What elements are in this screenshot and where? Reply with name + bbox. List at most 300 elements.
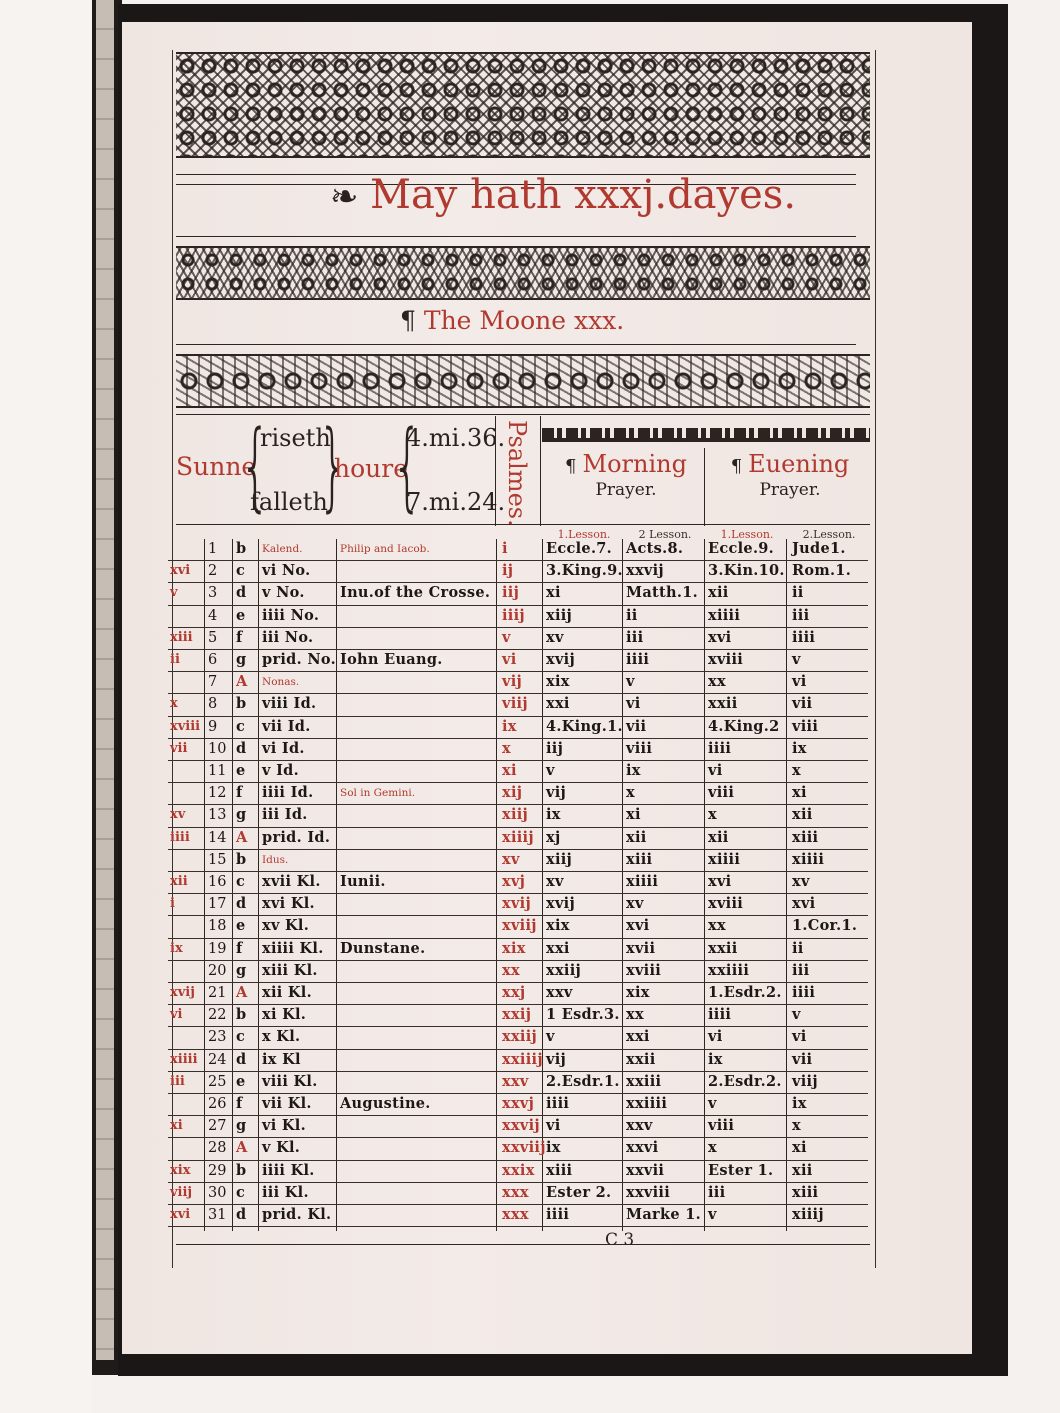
day-number: 28: [208, 1140, 227, 1157]
evening-first-lesson: 2.Esdr.2.: [708, 1072, 782, 1090]
psalm-number: ij: [502, 562, 514, 580]
morning-first-lesson: 2.Esdr.1.: [546, 1072, 620, 1090]
roman-date: iii Id.: [262, 806, 308, 824]
evening-title: [720, 450, 860, 478]
brace-icon: }: [318, 410, 349, 522]
hedera-icon: ❧: [330, 177, 359, 217]
morning-second-lesson: viii: [626, 739, 653, 757]
dominical-letter: A: [236, 673, 248, 691]
evening-second-lesson: Jude1.: [792, 540, 846, 557]
day-number: 9: [208, 718, 218, 735]
morning-second-lesson: xv: [626, 895, 644, 913]
pilcrow-icon: ¶: [730, 456, 743, 477]
chain-ornament: [542, 428, 870, 438]
evening-second-lesson: Rom.1.: [792, 562, 852, 580]
morning-second-lesson: Acts.8.: [626, 540, 684, 557]
scan-background: [0, 0, 92, 1413]
column-rule: [542, 539, 543, 1231]
day-number: 16: [208, 874, 227, 890]
morning-first-lesson: xvij: [546, 895, 576, 913]
header-rule: [176, 524, 870, 525]
evening-first-lesson: iiii: [708, 739, 732, 757]
roman-date: xiiii Kl.: [262, 939, 324, 957]
evening-first-lesson: x: [708, 806, 717, 824]
column-rule: [704, 539, 705, 1231]
psalm-number: i: [502, 540, 508, 557]
morning-second-lesson: xix: [626, 984, 650, 1001]
psalm-number: xiij: [502, 806, 529, 824]
morning-second-lesson: xviii: [626, 961, 662, 979]
morning-second-lesson: Matth.1.: [626, 584, 698, 602]
evening-second-lesson: v: [792, 1006, 801, 1024]
morning-second-lesson: xiii: [626, 850, 653, 868]
roman-date: xvii Kl.: [262, 873, 321, 890]
morning-title: [556, 450, 696, 478]
roman-date: ix Kl: [262, 1050, 301, 1068]
morning-first-lesson: Eccle.7.: [546, 540, 613, 557]
evening-first-lesson: viii: [708, 784, 735, 802]
morning-first-lesson: xxi: [546, 939, 570, 957]
dominical-letter: d: [236, 739, 247, 757]
morning-first-lesson: xvij: [546, 651, 576, 668]
rule: [176, 236, 856, 237]
psalm-number: vi: [502, 651, 517, 668]
morning-first-lesson: xix: [546, 673, 570, 691]
dominical-letter: d: [236, 1206, 247, 1223]
ornament-band-middle: [176, 246, 870, 300]
golden-number: vi: [170, 1007, 183, 1023]
golden-number: i: [170, 896, 175, 912]
roman-date: viii Id.: [262, 695, 317, 713]
psalm-number: v: [502, 628, 511, 646]
roman-date: iiii No.: [262, 606, 320, 624]
morning-first-lesson: xix: [546, 917, 570, 935]
roman-date: prid. Id.: [262, 828, 331, 846]
dominical-letter: c: [236, 717, 245, 735]
signature-mark: C 3: [605, 1230, 635, 1250]
dominical-letter: g: [236, 961, 247, 979]
brace-icon: {: [392, 410, 423, 522]
psalm-number: xxiij: [502, 1028, 538, 1046]
evening-second-lesson: x: [792, 762, 801, 779]
roman-date: iiii Id.: [262, 784, 314, 802]
psalm-number: x: [502, 739, 511, 757]
golden-number: xiii: [170, 629, 193, 645]
golden-number: xviii: [170, 718, 201, 734]
feast-day: Inu.of the Crosse.: [340, 584, 491, 602]
ornament-band-top: [176, 52, 870, 158]
morning-second-lesson: xii: [626, 828, 647, 846]
dominical-letter: A: [236, 1139, 248, 1157]
evening-first-lesson: 3.Kin.10.: [708, 562, 785, 580]
day-number: 13: [208, 807, 227, 824]
golden-number: x: [170, 696, 178, 712]
dominical-letter: A: [236, 828, 248, 846]
day-number: 18: [208, 918, 227, 935]
evening-first-lesson: xii: [708, 584, 729, 602]
evening-second-lesson: xiii: [792, 828, 819, 846]
day-number: 4: [208, 607, 218, 624]
evening-first-lesson: xvi: [708, 628, 732, 646]
psalm-number: xxx: [502, 1206, 529, 1223]
morning-first-lesson: vi: [546, 1117, 561, 1135]
golden-number: xiiii: [170, 1051, 198, 1067]
roman-date: vi Kl.: [262, 1117, 306, 1135]
hour-label: houre: [334, 454, 408, 483]
dominical-letter: c: [236, 1183, 245, 1201]
roman-date: vi Id.: [262, 739, 305, 757]
roman-date: xi Kl.: [262, 1006, 307, 1024]
feast-day: Sol in Gemini.: [340, 787, 416, 800]
morning-first-lesson: iij: [546, 739, 564, 757]
morning-second-lesson: x: [626, 784, 635, 802]
evening-second-lesson: x: [792, 1117, 801, 1135]
morning-second-lesson: xi: [626, 806, 641, 824]
dominical-letter: e: [236, 1072, 246, 1090]
column-rule: [622, 539, 623, 1231]
evening-prayer-heading: [720, 450, 860, 500]
sun-label: Sunne: [176, 452, 257, 481]
moon-text: The Moone xxx.: [423, 306, 625, 335]
feast-day: Philip and Iacob.: [340, 543, 430, 555]
day-number: 30: [208, 1184, 227, 1201]
day-number: 11: [208, 763, 227, 779]
morning-second-lesson: xxi: [626, 1028, 650, 1046]
psalm-number: xxv: [502, 1072, 529, 1090]
evening-first-lesson: xx: [708, 673, 726, 691]
day-number: 23: [208, 1029, 227, 1046]
morning-second-lesson: xxiii: [626, 1072, 662, 1090]
day-number: 20: [208, 962, 227, 979]
dominical-letter: g: [236, 651, 247, 668]
dominical-letter: b: [236, 850, 247, 868]
morning-first-lesson: xi: [546, 584, 561, 602]
evening-second-lesson: xvi: [792, 895, 816, 913]
psalm-number: xix: [502, 939, 526, 957]
day-number: 5: [208, 629, 218, 646]
morning-first-lesson: 3.King.9.: [546, 562, 623, 580]
evening-first-lesson: xviii: [708, 895, 744, 913]
dominical-letter: e: [236, 762, 246, 779]
evening-first-lesson: xii: [708, 828, 729, 846]
golden-number: ii: [170, 652, 180, 667]
lesson-header: 1.Lesson.: [557, 528, 611, 541]
day-number: 25: [208, 1073, 227, 1090]
evening-first-lesson: xviii: [708, 651, 744, 668]
morning-prayer-heading: [556, 450, 696, 500]
evening-first-lesson: iiii: [708, 1006, 732, 1024]
evening-second-lesson: xi: [792, 1139, 807, 1157]
evening-first-lesson: 1.Esdr.2.: [708, 984, 782, 1001]
evening-second-lesson: vi: [792, 1028, 807, 1046]
morning-second-lesson: iii: [626, 628, 644, 646]
psalm-number: xxvij: [502, 1117, 540, 1135]
day-number: 15: [208, 851, 227, 868]
psalm-number: xxviij: [502, 1139, 546, 1157]
day-number: 8: [208, 696, 218, 713]
psalm-number: xv: [502, 850, 520, 868]
evening-second-lesson: iiii: [792, 984, 816, 1001]
roman-date: xv Kl.: [262, 917, 310, 935]
day-number: 14: [208, 829, 227, 846]
psalm-number: xxj: [502, 984, 526, 1001]
dominical-letter: b: [236, 1006, 247, 1024]
morning-second-lesson: xxvii: [626, 1161, 665, 1179]
evening-first-lesson: viii: [708, 1117, 735, 1135]
dominical-letter: b: [236, 1161, 247, 1179]
day-number: 2: [208, 563, 218, 580]
morning-second-lesson: ix: [626, 762, 641, 779]
evening-second-lesson: xi: [792, 784, 807, 802]
morning-second-lesson: xiiii: [626, 873, 659, 890]
roman-date: vi No.: [262, 562, 311, 580]
day-number: 29: [208, 1162, 227, 1179]
column-rule: [258, 539, 259, 1231]
sun-falleth: falleth: [250, 488, 328, 516]
evening-second-lesson: xii: [792, 1161, 813, 1179]
morning-first-lesson: vij: [546, 784, 567, 802]
roman-date: Nonas.: [262, 676, 300, 689]
roman-date: iii No.: [262, 628, 314, 646]
golden-number: ix: [170, 940, 183, 956]
morning-second-lesson: xvi: [626, 917, 650, 935]
column-rule: [204, 539, 205, 1231]
morning-first-lesson: vij: [546, 1050, 567, 1068]
psalm-number: xx: [502, 961, 520, 979]
evening-second-lesson: viii: [792, 717, 819, 735]
morning-first-lesson: xxiij: [546, 961, 582, 979]
morning-second-lesson: vi: [626, 695, 641, 713]
day-number: 17: [208, 896, 227, 913]
morning-second-lesson: xvii: [626, 939, 656, 957]
evening-first-lesson: xxii: [708, 695, 738, 713]
bottom-rule: [176, 1244, 870, 1245]
evening-second-lesson: 1.Cor.1.: [792, 917, 858, 935]
roman-date: xvi Kl.: [262, 895, 315, 913]
roman-date: xii Kl.: [262, 984, 312, 1001]
column-rule: [336, 539, 337, 1231]
lesson-header: 2 Lesson.: [638, 528, 692, 541]
roman-date: iii Kl.: [262, 1183, 309, 1201]
roman-date: iiii Kl.: [262, 1161, 315, 1179]
ornament-band-lower: [176, 354, 870, 408]
evening-first-lesson: ix: [708, 1050, 723, 1068]
evening-second-lesson: xv: [792, 873, 810, 890]
evening-first-lesson: vi: [708, 762, 723, 779]
column-rule: [232, 539, 233, 1231]
dominical-letter: d: [236, 895, 247, 913]
psalm-number: xviij: [502, 917, 537, 935]
morning-second-lesson: xxii: [626, 1050, 656, 1068]
psalm-number: xij: [502, 784, 523, 802]
rule: [176, 414, 870, 415]
golden-number: xix: [170, 1162, 191, 1178]
dominical-letter: f: [236, 1095, 243, 1112]
facing-page-edge: [96, 0, 114, 1360]
row-rule: [168, 1226, 868, 1227]
day-number: 27: [208, 1118, 227, 1135]
roman-date: v Kl.: [262, 1139, 301, 1157]
golden-number: xi: [170, 1118, 183, 1134]
day-number: 22: [208, 1007, 227, 1024]
psalm-number: xvij: [502, 895, 532, 913]
day-number: 7: [208, 674, 218, 691]
morning-first-lesson: ix: [546, 1139, 561, 1157]
day-number: 6: [208, 652, 218, 668]
golden-number: xii: [170, 874, 188, 889]
roman-date: x Kl.: [262, 1028, 301, 1046]
psalm-number: vij: [502, 673, 523, 691]
evening-first-lesson: xx: [708, 917, 726, 935]
psalm-number: iij: [502, 584, 520, 602]
morning-first-lesson: Ester 2.: [546, 1183, 612, 1201]
evening-first-lesson: v: [708, 1095, 717, 1112]
lesson-header: 2.Lesson.: [802, 528, 856, 541]
dominical-letter: b: [236, 540, 247, 557]
evening-first-lesson: 4.King.2: [708, 717, 780, 735]
psalm-number: viij: [502, 695, 528, 713]
morning-second-lesson: xxv: [626, 1117, 653, 1135]
roman-date: prid. No.: [262, 651, 336, 668]
evening-second-lesson: ii: [792, 939, 804, 957]
day-number: 3: [208, 585, 218, 602]
morning-second-lesson: xxvi: [626, 1139, 659, 1157]
evening-first-lesson: vi: [708, 1028, 723, 1046]
dominical-letter: b: [236, 695, 247, 713]
column-rule: [496, 539, 497, 1231]
chain-ornament-rule: [542, 438, 870, 442]
golden-number: iii: [170, 1073, 185, 1089]
evening-second-lesson: xii: [792, 806, 813, 824]
dominical-letter: c: [236, 1028, 245, 1046]
morning-first-lesson: 4.King.1.: [546, 717, 623, 735]
evening-second-lesson: iii: [792, 961, 810, 979]
feast-day: Iohn Euang.: [340, 651, 443, 668]
morning-second-lesson: ii: [626, 606, 638, 624]
psalm-number: xiiij: [502, 828, 534, 846]
dominical-letter: A: [236, 984, 248, 1001]
pilcrow-icon: ¶: [565, 456, 577, 477]
morning-first-lesson: xj: [546, 828, 561, 846]
evening-second-lesson: vii: [792, 695, 813, 713]
day-number: 12: [208, 785, 227, 802]
feast-day: Dunstane.: [340, 939, 426, 957]
dominical-letter: g: [236, 1117, 247, 1135]
morning-second-lesson: v: [626, 673, 635, 691]
morning-first-lesson: xiij: [546, 606, 573, 624]
evening-title-text: Euening: [748, 450, 850, 478]
roman-date: vii Kl.: [262, 1095, 312, 1112]
dominical-letter: d: [236, 584, 247, 602]
day-number: 26: [208, 1096, 227, 1112]
morning-first-lesson: xiii: [546, 1161, 573, 1179]
dominical-letter: e: [236, 606, 246, 624]
morning-second-lesson: xxviii: [626, 1183, 671, 1201]
golden-number: xv: [170, 807, 186, 823]
lesson-header: 1.Lesson.: [720, 528, 774, 541]
evening-first-lesson: xiiii: [708, 606, 741, 624]
day-number: 31: [208, 1207, 227, 1223]
psalm-number: xvj: [502, 873, 526, 890]
sunset-time: 7.mi.24.: [406, 488, 506, 516]
evening-second-lesson: xiiij: [792, 1206, 824, 1223]
roman-date: vii Id.: [262, 717, 311, 735]
morning-subtitle: Prayer.: [595, 480, 657, 500]
roman-date: v Id.: [262, 762, 299, 779]
morning-first-lesson: xv: [546, 873, 564, 890]
roman-date: Kalend.: [262, 543, 303, 555]
dominical-letter: e: [236, 917, 246, 935]
morning-first-lesson: v: [546, 762, 555, 779]
morning-second-lesson: xxiiii: [626, 1095, 668, 1112]
evening-second-lesson: ix: [792, 1095, 807, 1112]
dominical-letter: f: [236, 784, 243, 802]
column-rule: [704, 448, 705, 526]
psalm-number: iiij: [502, 606, 525, 624]
pilcrow-icon: ¶: [400, 306, 416, 335]
morning-first-lesson: iiii: [546, 1206, 570, 1223]
moon-heading: [400, 306, 624, 335]
evening-first-lesson: xvi: [708, 873, 732, 890]
evening-second-lesson: iii: [792, 606, 810, 624]
column-rule: [540, 416, 541, 526]
morning-second-lesson: Marke 1.: [626, 1206, 701, 1223]
dominical-letter: f: [236, 939, 243, 957]
dominical-letter: f: [236, 628, 243, 646]
brace-icon: {: [240, 410, 271, 522]
golden-number: v: [170, 585, 178, 601]
psalm-number: ix: [502, 717, 517, 735]
day-number: 21: [208, 985, 227, 1001]
day-number: 10: [208, 740, 227, 757]
golden-number: xvi: [170, 1207, 191, 1222]
morning-first-lesson: 1 Esdr.3.: [546, 1006, 620, 1024]
morning-first-lesson: v: [546, 1028, 555, 1046]
dominical-letter: d: [236, 1050, 247, 1068]
morning-first-lesson: xxi: [546, 695, 570, 713]
evening-first-lesson: xiiii: [708, 850, 741, 868]
day-number: 1: [208, 541, 218, 557]
psalm-number: xxiiij: [502, 1050, 543, 1068]
psalm-number: xxvj: [502, 1095, 535, 1112]
golden-number: xvij: [170, 985, 195, 1000]
evening-second-lesson: vi: [792, 673, 807, 691]
evening-first-lesson: v: [708, 1206, 717, 1223]
psalm-number: xxij: [502, 1006, 532, 1024]
roman-date: prid. Kl.: [262, 1206, 332, 1223]
evening-first-lesson: xxii: [708, 939, 738, 957]
evening-first-lesson: Ester 1.: [708, 1161, 774, 1179]
roman-date: viii Kl.: [262, 1072, 318, 1090]
dominical-letter: c: [236, 562, 245, 580]
dominical-letter: c: [236, 873, 245, 890]
evening-first-lesson: xxiiii: [708, 961, 750, 979]
psalm-number: xi: [502, 762, 517, 779]
sun-riseth: riseth: [260, 424, 331, 452]
evening-first-lesson: Eccle.9.: [708, 540, 775, 557]
evening-second-lesson: ii: [792, 584, 804, 602]
golden-number: viij: [170, 1184, 193, 1200]
roman-date: xiii Kl.: [262, 961, 318, 979]
feast-day: Iunii.: [340, 873, 386, 890]
evening-second-lesson: xiiii: [792, 850, 825, 868]
evening-second-lesson: ix: [792, 739, 807, 757]
evening-second-lesson: viij: [792, 1072, 818, 1090]
morning-second-lesson: xx: [626, 1006, 644, 1024]
morning-first-lesson: ix: [546, 806, 561, 824]
column-rule: [786, 539, 787, 1231]
psalm-number: xxix: [502, 1161, 535, 1179]
